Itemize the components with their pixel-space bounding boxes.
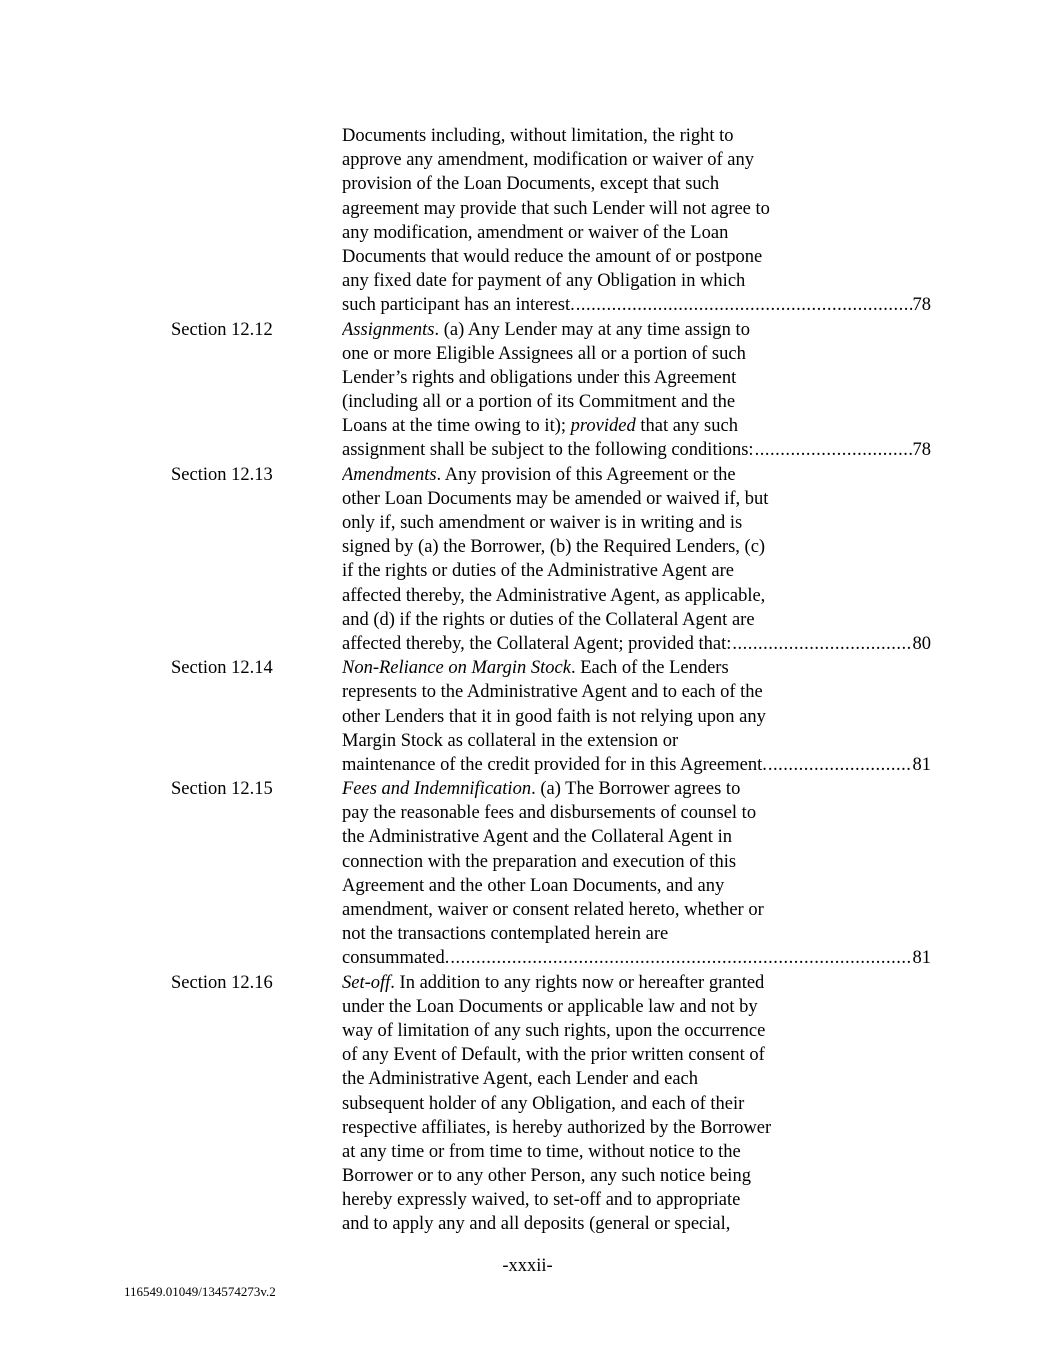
toc-line: connection with the preparation and execution of this bbox=[342, 851, 737, 872]
toc-entry-section-12-16[interactable] bbox=[0, 971, 1055, 1237]
toc-line: amendment, waiver or consent related hereto, whether or bbox=[342, 900, 764, 920]
toc-line bbox=[342, 753, 931, 777]
toc-line: and (d) if the rights or duties of the Collateral Agent are bbox=[342, 609, 755, 630]
toc-line: signed by (a) the Borrower, (b) the Required Lenders, (c) bbox=[342, 537, 766, 558]
toc-line: of any Event of Default, with the prior written consent of bbox=[342, 1045, 765, 1066]
toc-line bbox=[342, 656, 931, 680]
toc-line: any modification, amendment or waiver of the Loan bbox=[342, 222, 729, 243]
toc-line: hereby expressly waived, to set-off and to appropriate bbox=[342, 1190, 741, 1211]
section-number: Section 12.16 bbox=[171, 972, 273, 993]
toc-line: affected thereby, the Administrative Agent, as applicable, bbox=[342, 585, 766, 606]
toc-line: represents to the Administrative Agent and to each of the bbox=[342, 682, 763, 703]
toc-line: pay the reasonable fees and disbursements of counsel to bbox=[342, 803, 757, 824]
page-number[interactable]: 78 bbox=[912, 295, 931, 316]
toc-line: any fixed date for payment of any Obligation in which bbox=[342, 271, 746, 292]
toc-line: (including all or a portion of its Commitment and the bbox=[342, 392, 736, 413]
toc-line: Margin Stock as collateral in the extension or bbox=[342, 730, 679, 751]
section-title: Assignments bbox=[342, 319, 435, 340]
toc-line bbox=[342, 318, 931, 342]
toc-line: other Lenders that it in good faith is not relying upon any bbox=[342, 706, 766, 727]
toc-line: agreement may provide that such Lender will not agree to bbox=[342, 198, 770, 219]
toc-line: at any time or from time to time, without notice to the bbox=[342, 1141, 741, 1162]
toc-line: approve any amendment, modification or waiver of any bbox=[342, 150, 754, 171]
toc-line-text: that any such bbox=[635, 416, 738, 437]
section-number: Section 12.14 bbox=[171, 658, 273, 679]
dot-leader bbox=[576, 293, 912, 317]
table-of-contents bbox=[0, 124, 1055, 1237]
toc-entry-text bbox=[342, 463, 931, 657]
toc-line bbox=[342, 777, 931, 801]
toc-line: respective affiliates, is hereby authorized by the Borrower bbox=[342, 1117, 772, 1138]
toc-line bbox=[342, 632, 931, 656]
toc-entry-text bbox=[342, 318, 931, 463]
toc-line: way of limitation of any such rights, upon the occurrence bbox=[342, 1020, 766, 1041]
dot-leader bbox=[755, 438, 912, 462]
emphasis-term: provided bbox=[570, 416, 636, 437]
toc-entry-text bbox=[342, 971, 931, 1237]
toc-line-text: affected thereby, the Collateral Agent; provided that: bbox=[342, 633, 732, 654]
section-title: Non-Reliance on Margin Stock bbox=[342, 658, 571, 679]
toc-line: provision of the Loan Documents, except that such bbox=[342, 174, 720, 195]
toc-line-text: assignment shall be subject to the following conditions: bbox=[342, 440, 754, 461]
toc-line: subsequent holder of any Obligation, and each of their bbox=[342, 1093, 745, 1114]
toc-entry-section-12-14[interactable] bbox=[0, 656, 1055, 777]
toc-entry-section-12-15[interactable] bbox=[0, 777, 1055, 971]
toc-line: Lender’s rights and obligations under this Agreement bbox=[342, 367, 737, 388]
toc-line-text: consummated. bbox=[342, 948, 450, 969]
toc-line: Documents including, without limitation, the right to bbox=[342, 126, 734, 146]
toc-line: if the rights or duties of the Administrative Agent are bbox=[342, 561, 735, 582]
section-title: Amendments bbox=[342, 464, 437, 485]
section-title: Set-off bbox=[342, 972, 391, 993]
toc-line-text: . In addition to any rights now or hereafter granted bbox=[390, 972, 765, 993]
toc-entry-section-12-13[interactable] bbox=[0, 463, 1055, 657]
dot-leader bbox=[768, 753, 912, 777]
toc-entry-text bbox=[342, 656, 931, 777]
toc-entry-text bbox=[342, 777, 931, 971]
toc-entry-section-12-12[interactable] bbox=[0, 318, 1055, 463]
toc-line: Documents that would reduce the amount of or postpone bbox=[342, 246, 763, 267]
dot-leader bbox=[732, 632, 911, 656]
section-number: Section 12.15 bbox=[171, 779, 273, 800]
page-number[interactable]: 80 bbox=[912, 633, 931, 654]
toc-line-text: . Each of the Lenders bbox=[570, 658, 729, 679]
page-number[interactable]: 81 bbox=[912, 754, 931, 775]
toc-line: only if, such amendment or waiver is in writing and is bbox=[342, 513, 743, 533]
toc-line bbox=[342, 946, 931, 970]
dot-leader bbox=[450, 946, 911, 970]
toc-line: the Administrative Agent and the Collateral Agent in bbox=[342, 827, 732, 848]
toc-line: under the Loan Documents or applicable law and not by bbox=[342, 996, 758, 1017]
toc-line bbox=[342, 414, 931, 438]
section-title: Fees and Indemnification bbox=[342, 779, 532, 800]
toc-line-text: Loans at the time owing to it); bbox=[342, 416, 571, 437]
toc-line-text: . (a) The Borrower agrees to bbox=[531, 779, 741, 800]
toc-line: Borrower or to any other Person, any such notice being bbox=[342, 1166, 751, 1187]
toc-line bbox=[342, 463, 931, 487]
toc-line bbox=[342, 971, 931, 995]
page-folio: -xxxii- bbox=[502, 1256, 553, 1276]
page-number[interactable]: 78 bbox=[912, 440, 931, 461]
toc-line-text: . (a) Any Lender may at any time assign to bbox=[434, 319, 750, 340]
toc-line: Agreement and the other Loan Documents, and any bbox=[342, 875, 725, 896]
document-id: 116549.01049/134574273v.2 bbox=[124, 1284, 276, 1299]
toc-line: one or more Eligible Assignees all or a portion of such bbox=[342, 343, 746, 364]
toc-entry-text bbox=[342, 124, 931, 318]
toc-line: the Administrative Agent, each Lender and each bbox=[342, 1069, 698, 1090]
toc-line bbox=[342, 438, 931, 462]
toc-line: not the transactions contemplated herein are bbox=[342, 924, 669, 945]
page-number[interactable]: 81 bbox=[912, 948, 931, 969]
toc-line: other Loan Documents may be amended or waived if, but bbox=[342, 488, 769, 509]
toc-line-text: . Any provision of this Agreement or the bbox=[436, 464, 736, 485]
toc-entry-continued bbox=[0, 124, 1055, 318]
toc-line-text: such participant has an interest. bbox=[342, 295, 575, 316]
toc-line-text: maintenance of the credit provided for in this Agreement. bbox=[342, 754, 767, 775]
section-number: Section 12.12 bbox=[171, 319, 273, 340]
toc-line: and to apply any and all deposits (general or special, bbox=[342, 1214, 731, 1235]
toc-line bbox=[342, 293, 931, 317]
section-number: Section 12.13 bbox=[171, 464, 273, 485]
